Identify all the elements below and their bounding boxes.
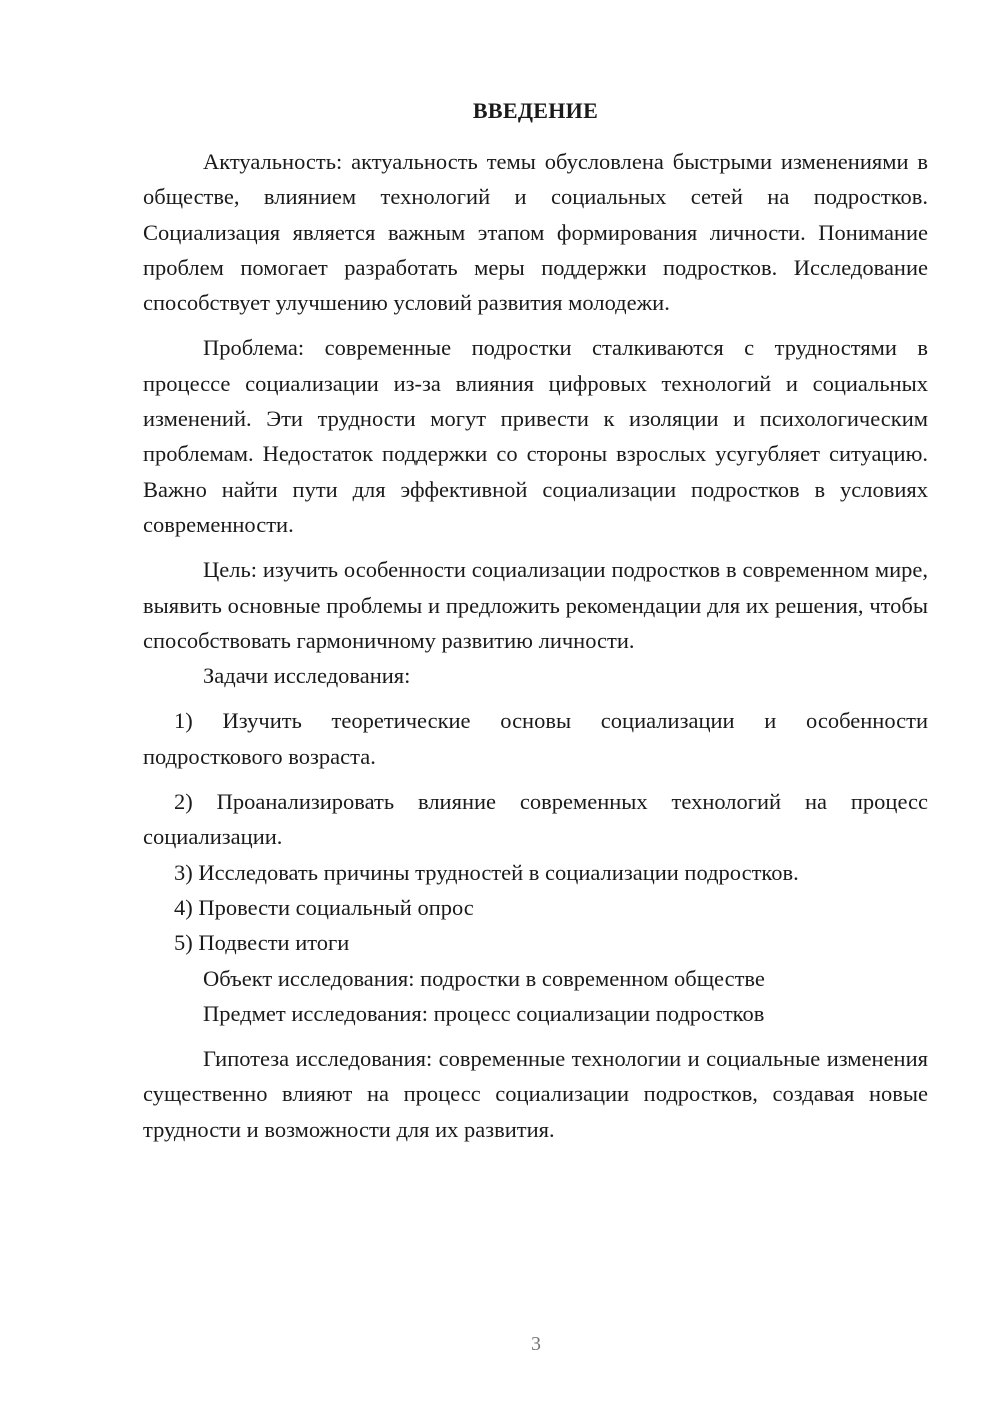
- page-number: 3: [531, 1333, 541, 1355]
- tasks-heading: Задачи исследования:: [203, 663, 411, 689]
- task-item-3: 3) Исследовать причины трудностей в социализации подростков.: [174, 859, 799, 885]
- research-subject: Предмет исследования: процесс социализации подростков: [203, 1000, 765, 1026]
- task-item-1: 1) Изучить теоретические основы социализации и особенности подросткового возраста.: [143, 708, 928, 769]
- document-page: [143, 96, 928, 1147]
- section-title: ВВЕДЕНИЕ: [472, 98, 599, 123]
- goal-paragraph: Цель: изучить особенности социализации подростков в современном мире, выявить основные проблемы и предложить рекомендации для их решения, чтобы способствовать гармоничному развитию личности.: [143, 557, 928, 653]
- problem-paragraph: Проблема: современные подростки сталкиваются с трудностями в процессе социализации из-за влияния цифровых технологий и социальных изменений. Эти трудности могут привести к изоляции и психологическим проблемам. Недостаток поддержки со стороны взрослых усугубляет ситуацию. Важно найти пути для эффективной социализации подростков в условиях современности.: [143, 335, 928, 537]
- relevance-paragraph: Актуальность: актуальность темы обусловлена быстрыми изменениями в обществе, влиянием технологий и социальных сетей на подростков. Социализация является важным этапом формирования личности. Понимание проблем помогает разработать меры поддержки подростков. Исследование способствует улучшению условий развития молодежи.: [143, 149, 928, 316]
- task-item-4: 4) Провести социальный опрос: [174, 894, 474, 920]
- task-item-2: 2) Проанализировать влияние современных технологий на процесс социализации.: [143, 789, 928, 850]
- research-object: Объект исследования: подростки в современном обществе: [203, 965, 765, 991]
- task-item-5: 5) Подвести итоги: [174, 930, 350, 956]
- hypothesis-paragraph: Гипотеза исследования: современные технологии и социальные изменения существенно влияют на процесс социализации подростков, создавая новые трудности и возможности для их развития.: [143, 1046, 928, 1142]
